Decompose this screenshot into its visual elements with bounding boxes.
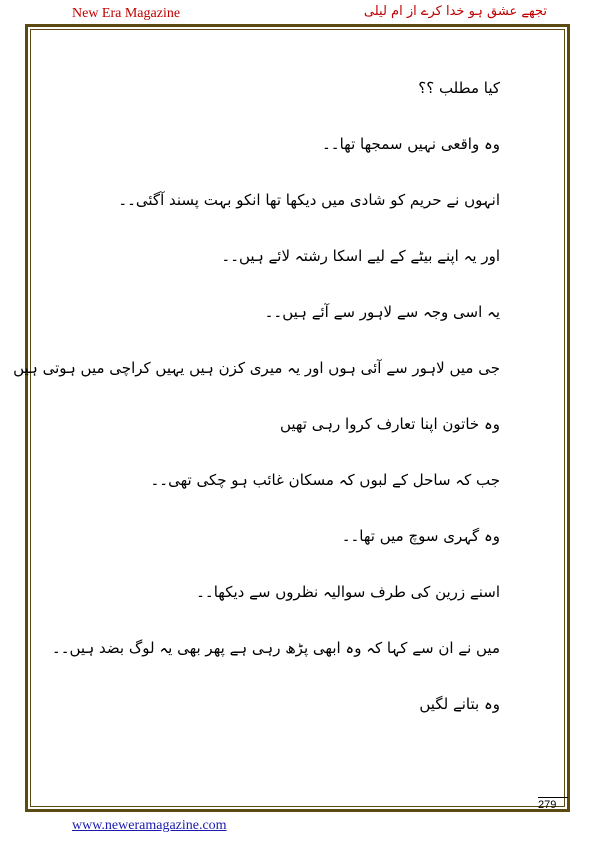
magazine-name: New Era Magazine (72, 6, 181, 21)
story-text (13, 60, 500, 732)
page-number: 279 (538, 797, 568, 811)
story-line: یہ اسی وجہ سے لاہور سے آئے ہیں۔۔ (264, 303, 500, 321)
story-line: جی میں لاہور سے آئی ہوں اور یہ میری کزن ہیں یہیں کراچی میں ہوتی ہیں (13, 359, 500, 377)
story-line: انہوں نے حریم کو شادی میں دیکھا تھا انکو بہت پسند آگئی۔۔ (118, 191, 500, 209)
novel-title: تجھے عشق ہو خدا کرے از ام لیلی (363, 4, 547, 19)
story-line: وہ واقعی نہیں سمجھا تھا۔۔ (322, 135, 500, 153)
story-line: جب کہ ساحل کے لبوں کہ مسکان غائب ہو چکی تھی۔۔ (150, 471, 500, 489)
page-header (0, 0, 595, 24)
story-line: کیا مطلب ؟؟ (418, 79, 500, 97)
story-line: میں نے ان سے کہا کہ وہ ابھی پڑھ رہی ہے پھر بھی یہ لوگ بضد ہیں۔۔ (51, 639, 500, 657)
story-line: وہ گہری سوچ میں تھا۔۔ (341, 527, 500, 545)
story-line: اور یہ اپنے بیٹے کے لیے اسکا رشتہ لائے ہیں۔۔ (221, 247, 500, 265)
story-line: وہ خاتون اپنا تعارف کروا رہی تھیں (279, 415, 500, 433)
website-link[interactable]: www.neweramagazine.com (72, 818, 227, 833)
story-line: وہ بتانے لگیں (419, 695, 500, 713)
story-line: اسنے زرین کی طرف سوالیہ نظروں سے دیکھا۔۔ (196, 583, 500, 601)
